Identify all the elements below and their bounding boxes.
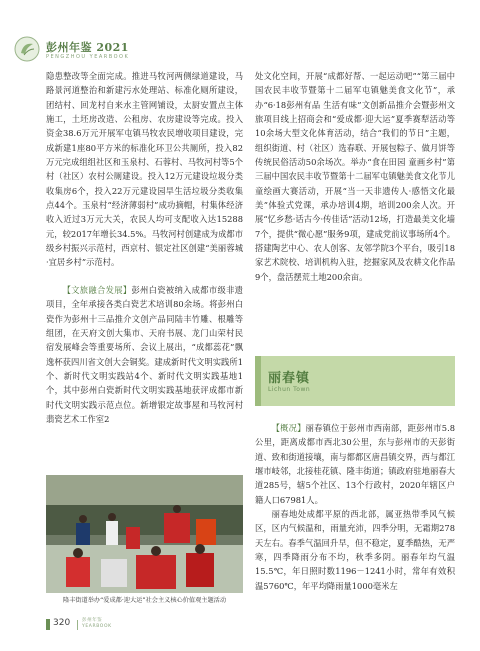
page-number-marker <box>46 619 50 630</box>
yearbook-logo-icon <box>14 36 40 62</box>
overview-paragraph <box>255 421 455 507</box>
right-paragraph-1: 处文化空间，开展“成都好帮、一起运动吧”“第三届中国农民丰收节暨第十二届军屯镇魅美食文化节”，承办“6·18彭州有品 生活有味”文创新品推介会暨彭州文旅项目线上招商会和“爱成都·迎大运”夏季赛犁活动等10余场大型文化体育活动，结合“我们的节日”主题，组织街道、村（社区）选春联、开展包粽子、做月饼等传统民俗活动50余场次。举办“食在田园 童画乡村”第三届中国农民丰收节暨第十二届军屯镇魅美食文化节儿童绘画大赛活动，开展“当一天非遗传人·感悟文化最美”体验式党课，承办培训4期，培训200余人次。开展“忆乡愁·话古今·传佳话”活动12场，打造最美文化墙7个，提供“微心愿”服务9项，建成党前议事场所4个。搭建陶艺中心、农人创客、友邻学院3个平台，吸引18家艺术院校、培训机构入驻，挖掘家风及农耕文化作品9个，盘活摆荒土地200余亩。 <box>255 71 455 282</box>
page-footer <box>46 618 246 632</box>
header-title: 彭州年鉴 2021 <box>46 41 129 54</box>
event-photo <box>46 475 243 593</box>
climate-paragraph: 丽春地处成都平原的西北部，属亚热带季风气候区，区内气候温和，雨量充沛，四季分明，无霜期278天左右。春季气温回升早，但不稳定，夏季酷热，无严寒，四季降雨分布不均，秋季多阴。丽春年均气温15.5℃，年日照时数1196－1241小时，常年有效积温5760℃，年平均降雨量1000毫米左 <box>255 509 455 591</box>
banner-accent <box>255 356 261 406</box>
footer-divider <box>77 620 78 630</box>
footer-brand-en: YEARBOOK <box>82 623 112 629</box>
left-paragraph-2 <box>46 283 243 426</box>
header-subtitle: PENGZHOU YEARBOOK <box>46 54 130 60</box>
left-column <box>46 69 243 426</box>
photo-caption: 隆丰街道举办“爱成都·迎大运”社会主义核心价值观主题活动 <box>62 597 227 604</box>
footer-brand-cn: 彭州年鉴 <box>82 618 103 623</box>
overview-text: 丽春镇位于彭州市西南部，距彭州市5.8公里，距离成都市西北30公里，东与彭州市的天彭街道、致和街道接壤，南与都都区唐昌镇交界，西与都江堰市岐邻，北接桂花镇、隆丰街道；镇政府驻地丽春大道285号，辖5个社区、13个行政村，2020年辖区户籍人口67981人。 <box>255 423 455 505</box>
left-paragraph-1: 隐患整改等全面完成。推进马牧河两侧绿道建设，马路景河道整治和新建污水处理站、标准化厕所建设，团结村、回龙村自来水主管网铺设，太厨安置点主体施工，土坯房改造、公租房、农房建设等完成。投入资金38.6万元开展军屯镇马牧农民增收项目建设，完成新建1座80平方米的标准化环卫公共厕所，投入82万元完成组组社区和玉泉村、石蓉村、马牧河村等5个村（社区）农村公厕建设。投入12万元建设垃圾分类收集房6个，投入22万元建设园旱生活垃圾分类收集点44个。玉泉村“经济薄弱村”成功摘帽，村集体经济收入近过3万元大关，农民人均可支配收入达15288元，较2017年增长34.5%。马牧河村创建成为成都市级乡村振兴示范村，西京村、银定社区创建“美丽蓉城·宜居乡村”示范村。 <box>46 71 243 268</box>
page-number: 320 <box>53 618 71 628</box>
event-photo-illustration <box>46 475 243 593</box>
left-paragraph-2-text: 彭州白瓷被纳入成都市级非遗项目，全年承接各类白瓷艺术培训80余场。将彭州白瓷作为彭州十三品推介文创产品同陆丰竹雕、根雕等组团，在天府文创大集市、天府书展、龙门山荣村民宿发展峰会等重要场所、会议上展出，“成都蕊花”飘逸杯获四川省文创大会铜奖。建成新时代文明实践所1个、新时代文明实践站4个、新时代文明实践基地1个，其中彭州白瓷新时代文明实践基地获评成都市新时代文明实践示范点位。新增银定故事屋和马牧河村翡瓷艺术工作室2 <box>46 284 243 424</box>
section-banner <box>255 356 455 406</box>
footer-brand <box>82 618 112 629</box>
section-subtitle: Lichun Town <box>268 386 311 393</box>
page-header <box>14 36 214 64</box>
right-column <box>255 69 455 284</box>
section-tag-overview: 【概况】 <box>271 423 306 433</box>
section-title: 丽春镇 <box>268 371 311 386</box>
section-tag-culture-tourism: 【文旅融合发展】 <box>62 284 132 295</box>
lichun-section-body <box>255 421 455 593</box>
